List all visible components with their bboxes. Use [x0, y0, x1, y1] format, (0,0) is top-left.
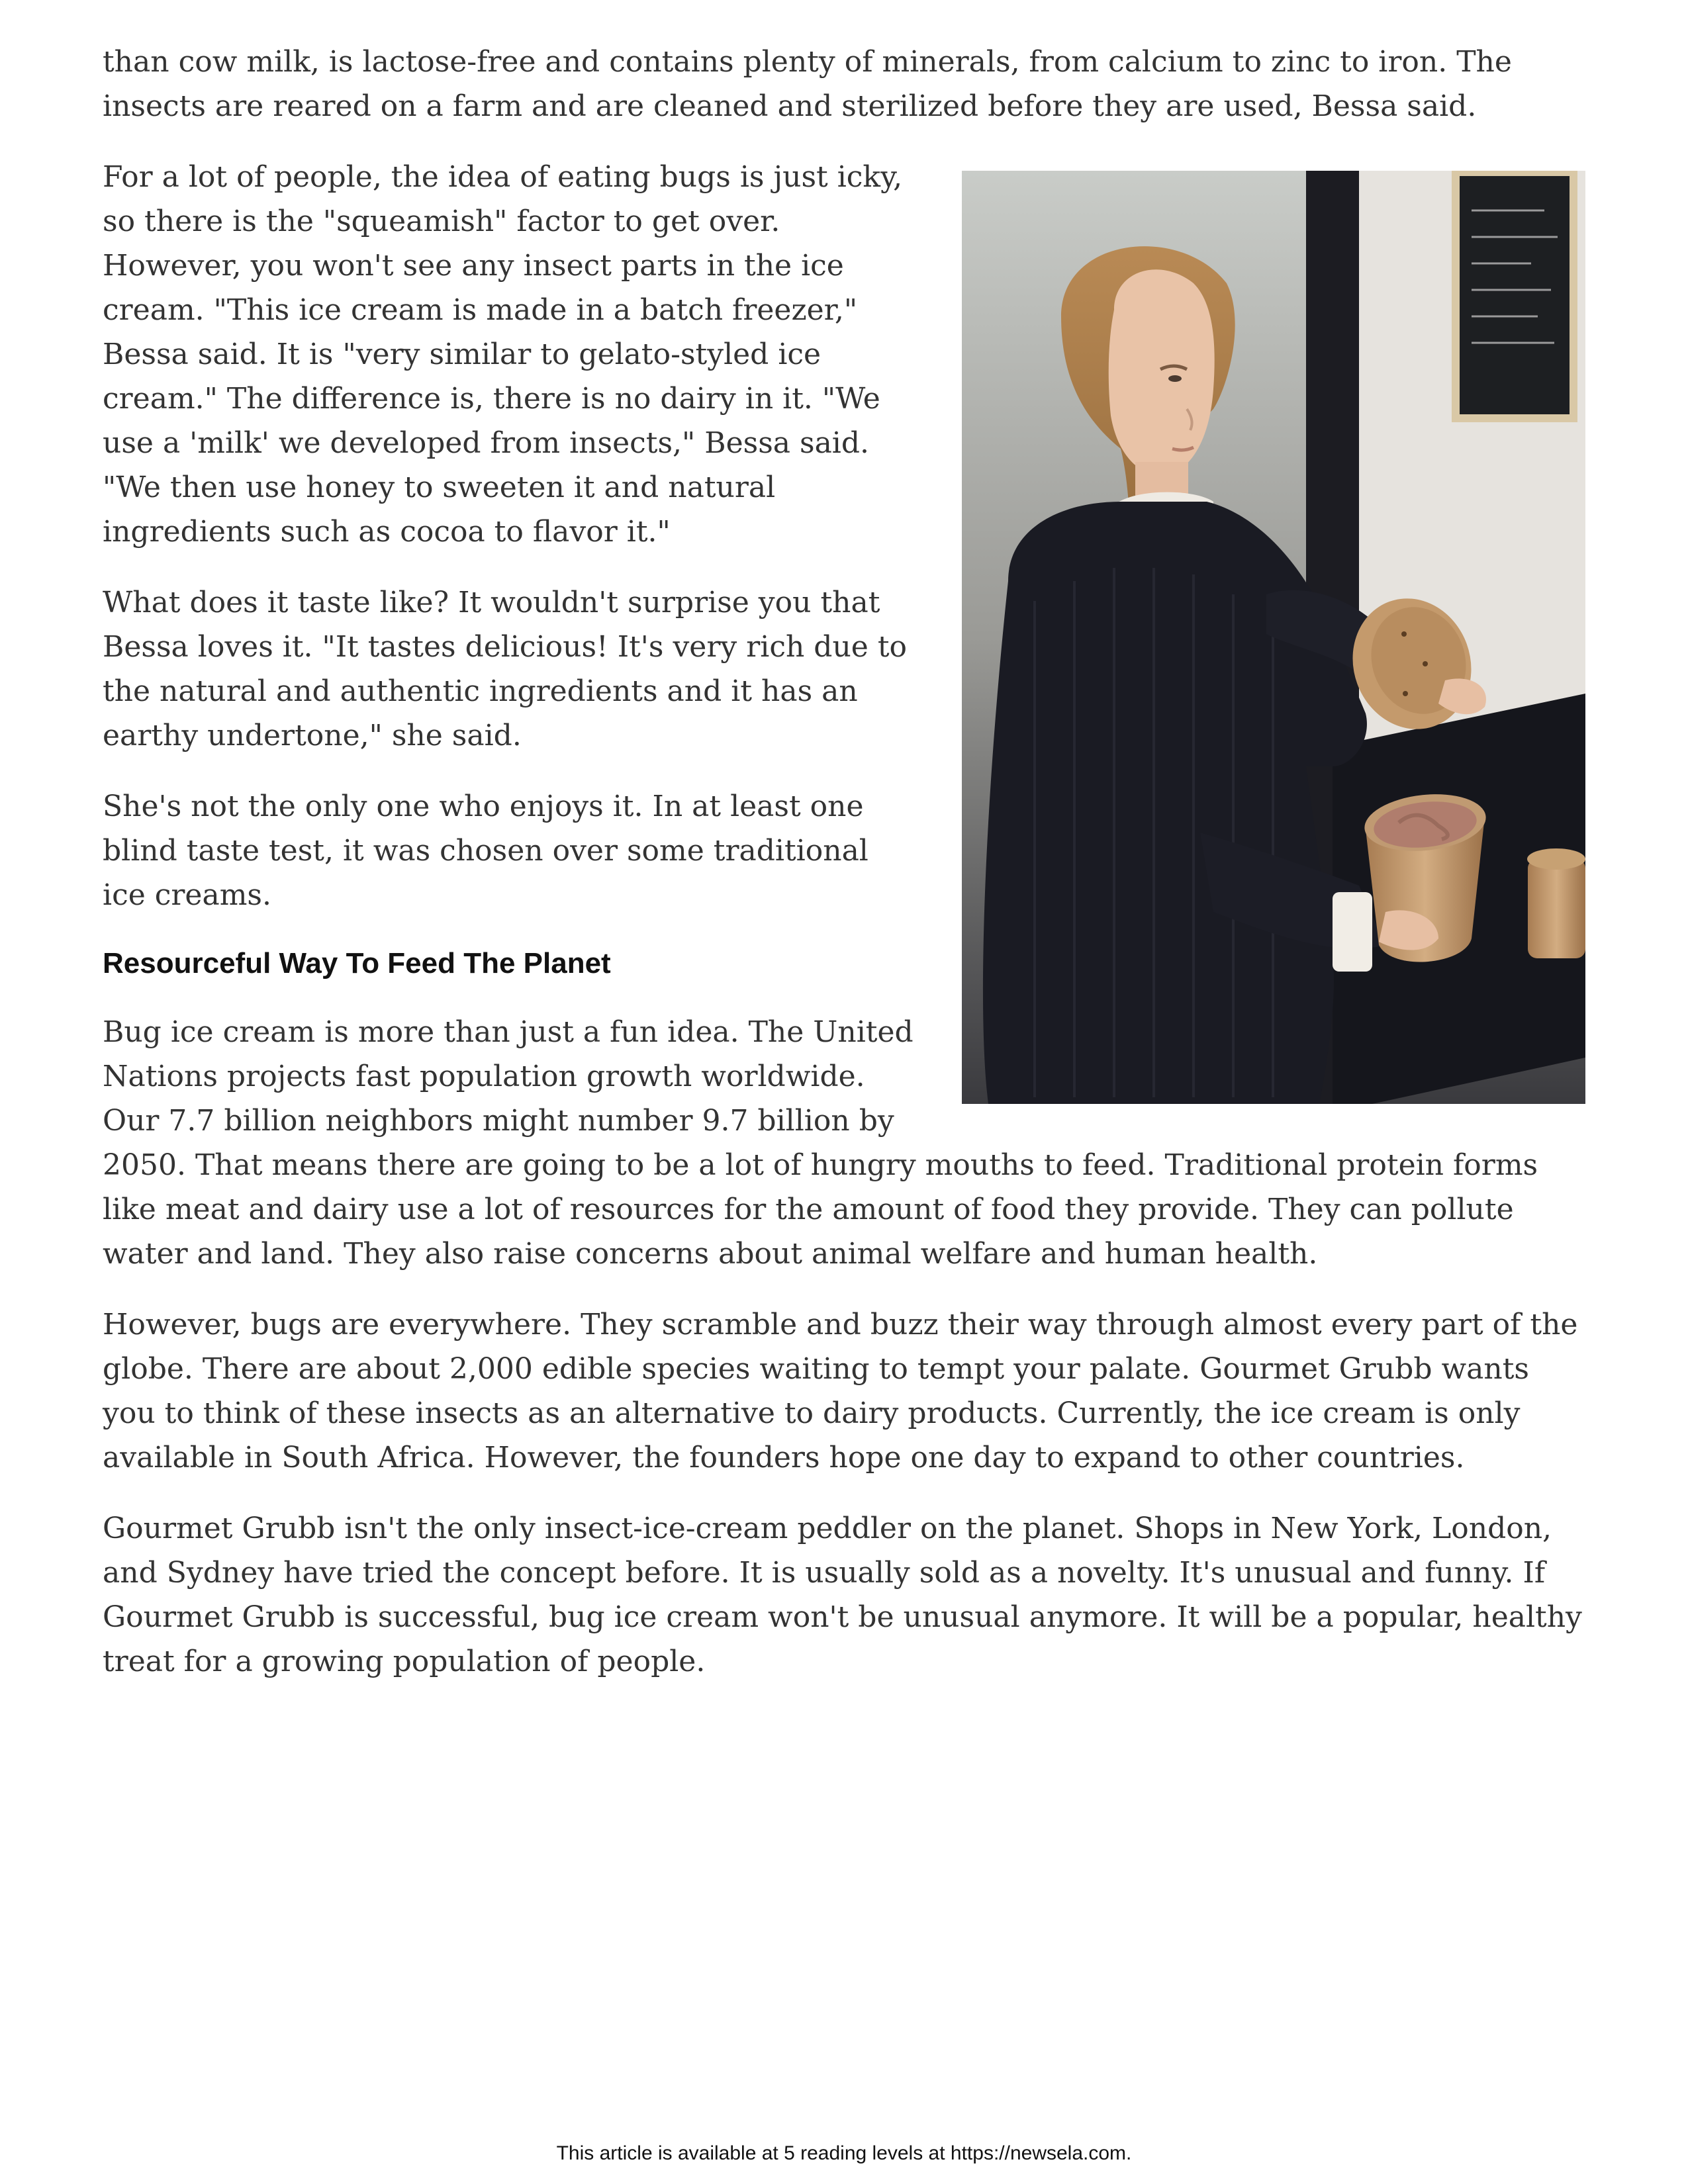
- article-paragraph-4: She's not the only one who enjoys it. In at least one blind taste test, it was chosen over some traditional ice creams.: [103, 790, 868, 912]
- article-photo: [962, 171, 1585, 1104]
- page-footer: This article is available at 5 reading levels at https://newsela.com.: [556, 2142, 1132, 2164]
- article-paragraph-5: Bug ice cream is more than just a fun idea. The United Nations projects fast population growth worldwide. Our 7.7 billion neighbors might number 9.7 billion by 2050. That means there are going to be a lot of hungry mouths to feed. Traditional protein forms like meat and dairy use a lot of resources for the amount of food they provide. They can pollute water and land. They also raise concerns about animal welfare and human health.: [103, 1015, 1538, 1271]
- article-paragraph-2: For a lot of people, the idea of eating bugs is just icky, so there is the "squeamish" factor to get over. However, you won't see any insect parts in the ice cream. "This ice cream is made in a batch freezer," Bessa said. It is "very similar to gelato-styled ice cream." The difference is, there is no dairy in it. "We use a 'milk' we developed from insects," Bessa said. "We then use honey to sweeten it and natural ingredients such as cocoa to flavor it.": [103, 160, 903, 549]
- section-heading: Resourceful Way To Feed The Planet: [103, 947, 611, 979]
- article-paragraph-7: Gourmet Grubb isn't the only insect-ice-cream peddler on the planet. Shops in New York, London, and Sydney have tried the concept before. It is usually sold as a novelty. It's unusual and funny. If Gourmet Grubb is successful, bug ice cream won't be unusual anymore. It will be a popular, healthy treat for a growing population of people.: [103, 1512, 1582, 1678]
- article-paragraph-1: than cow milk, is lactose-free and contains plenty of minerals, from calcium to zinc to iron. The insects are reared on a farm and are cleaned and sterilized before they are used, Bessa said.: [103, 45, 1512, 123]
- article-body: [103, 40, 1585, 1710]
- article-paragraph-3: What does it taste like? It wouldn't surprise you that Bessa loves it. "It tastes delicious! It's very rich due to the natural and authentic ingredients and it has an earthy undertone," she said.: [103, 586, 907, 752]
- article-paragraph-6: However, bugs are everywhere. They scramble and buzz their way through almost every part of the globe. There are about 2,000 edible species waiting to tempt your palate. Gourmet Grubb wants you to think of these insects as an alternative to dairy products. Currently, the ice cream is only available in South Africa. However, the founders hope one day to expand to other countries.: [103, 1308, 1578, 1475]
